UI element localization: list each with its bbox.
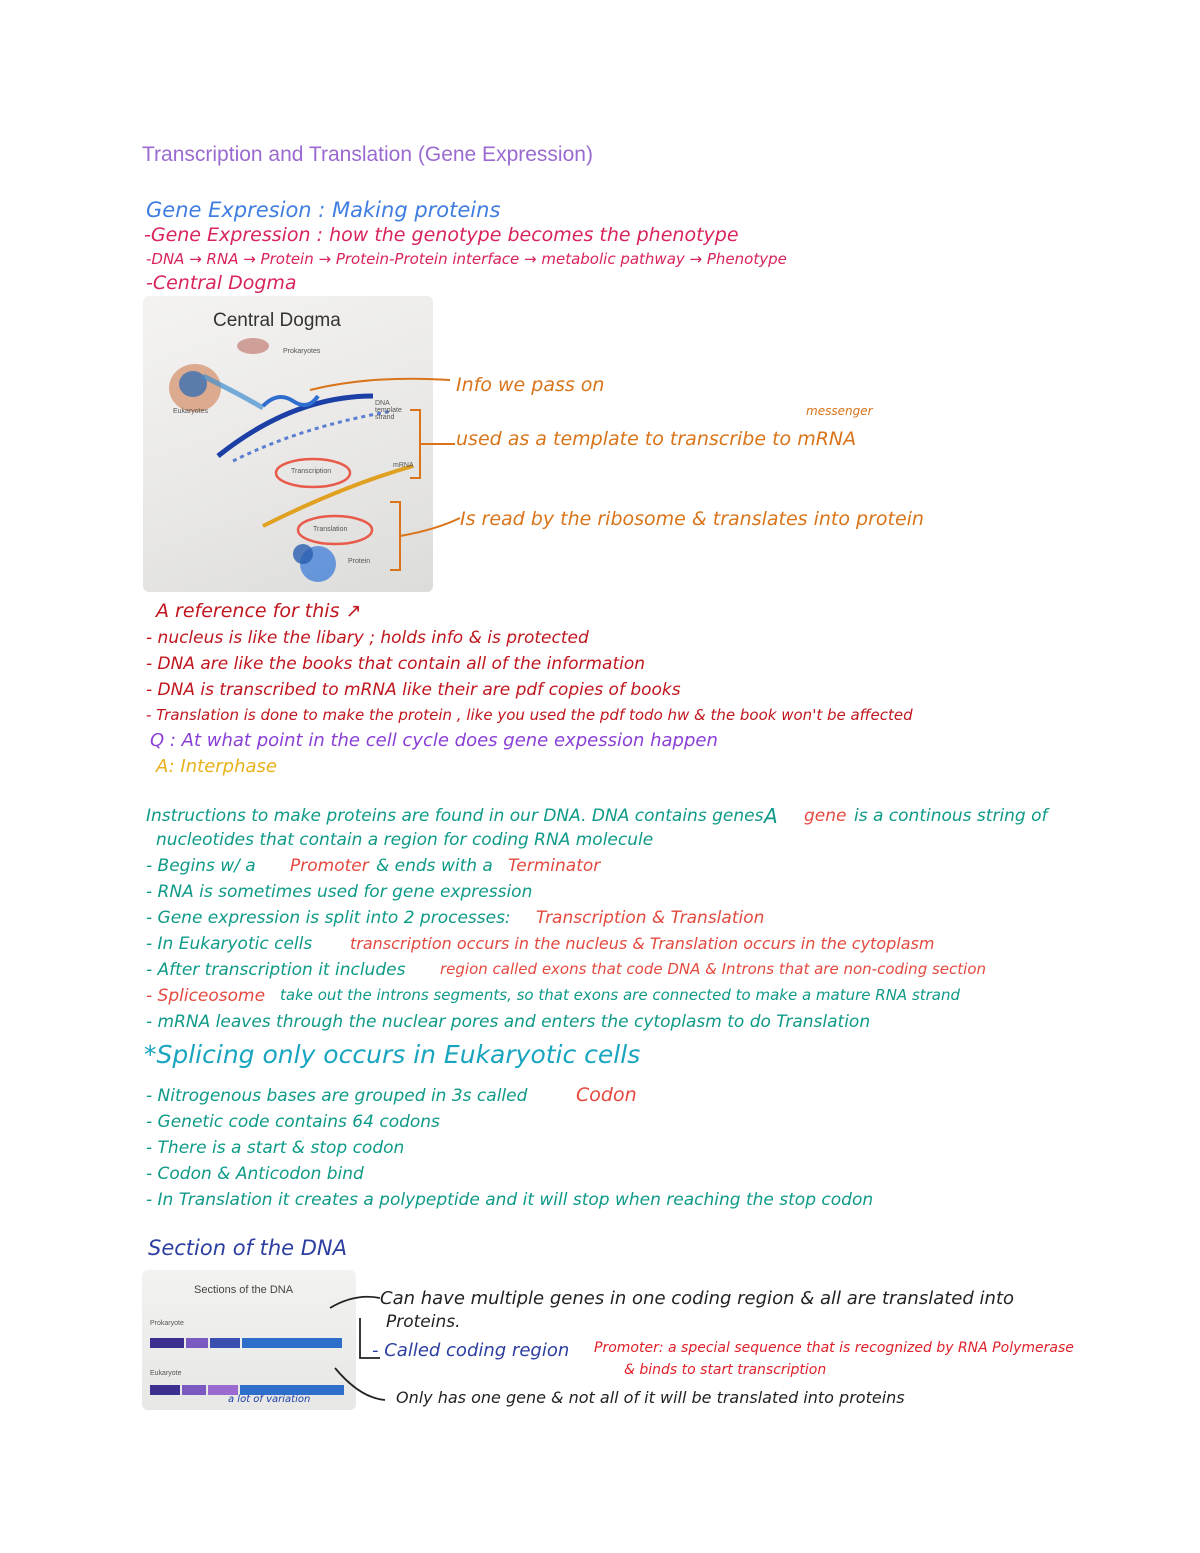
note-line: A [764,804,778,828]
dna-annotation: Proteins. [386,1312,461,1332]
note-line: - DNA are like the books that contain all of the information [146,654,646,674]
label-prokaryote: Prokaryote [150,1320,184,1327]
note-line: is a continous string of [854,806,1048,826]
note-line: A reference for this ↗ [156,600,362,622]
dogma-annotation-sup: messenger [806,404,873,418]
note-highlight: *Splicing only occurs in Eukaryotic cells [144,1040,641,1069]
dna-annotation: Can have multiple genes in one coding region & all are translated into [380,1288,1015,1309]
note-line: & ends with a [376,856,493,876]
dna-annotation: Only has one gene & not all of it will be translated into proteins [396,1388,905,1407]
note-line: - In Translation it creates a polypeptide and it will stop when reaching the stop codon [146,1190,874,1210]
note-term: region called exons that code DNA & Introns that are non-coding section [440,960,987,978]
dna-annotation: - Called coding region [372,1340,570,1361]
note-line: -Gene Expression : how the genotype becomes the phenotype [144,224,739,246]
note-line: -DNA → RNA → Protein → Protein-Protein interface → metabolic pathway → Phenotype [146,250,787,268]
note-line: - There is a start & stop codon [146,1138,405,1158]
note-line: - Genetic code contains 64 codons [146,1112,440,1132]
label-transcription: Transcription [291,468,332,475]
label-prokaryotes: Prokaryotes [283,348,321,355]
note-line: - nucleus is like the libary ; holds info & is protected [146,628,589,648]
note-term: gene [804,806,847,826]
page-title: Transcription and Translation (Gene Expression) [142,143,593,166]
note-line: nucleotides that contain a region for coding RNA molecule [156,830,654,850]
note-term: Promoter [290,856,369,876]
note-term: Terminator [508,856,601,876]
note-line: - mRNA leaves through the nuclear pores and enters the cytoplasm to do Translation [146,1012,871,1032]
note-term: Codon [576,1084,637,1106]
label-eukaryote: Eukaryote [150,1370,182,1377]
label-dna-template: DNA template strand [375,400,402,421]
note-line: Gene Expresion : Making proteins [146,198,501,222]
note-answer: A: Interphase [156,756,277,777]
note-line: - Nitrogenous bases are grouped in 3s called [146,1086,528,1106]
note-line: - RNA is sometimes used for gene expression [146,882,533,902]
dogma-title: Central Dogma [213,310,341,331]
section-heading: Section of the DNA [148,1236,347,1260]
label-translation: Translation [313,526,348,533]
dna-annotation-promoter: & binds to start transcription [624,1362,827,1378]
label-eukaryotes: Eukaryotes [173,408,209,415]
note-term: - Spliceosome [146,986,266,1006]
note-term: Transcription & Translation [536,908,765,928]
note-line: -Central Dogma [146,272,297,294]
label-mrna: mRNA [393,462,414,469]
dogma-annotation: Info we pass on [456,374,605,396]
dna-photo-title: Sections of the DNA [194,1284,294,1296]
dogma-annotation-lines [250,370,470,590]
note-question: Q : At what point in the cell cycle does gene expession happen [150,730,718,751]
note-line: Instructions to make proteins are found in our DNA. DNA contains genes. [146,806,769,826]
note-line: take out the introns segments, so that exons are connected to make a mature RNA strand [280,986,961,1004]
dogma-annotation: used as a template to transcribe to mRNA [456,428,857,450]
dogma-annotation: Is read by the ribosome & translates into protein [460,508,924,530]
note-line: - In Eukaryotic cells [146,934,313,954]
note-line: - DNA is transcribed to mRNA like their are pdf copies of books [146,680,681,700]
note-line: - Gene expression is split into 2 processes: [146,908,511,928]
note-line: - Begins w/ a [146,856,256,876]
note-term: transcription occurs in the nucleus & Translation occurs in the cytoplasm [350,934,935,953]
note-line: - Codon & Anticodon bind [146,1164,364,1184]
label-protein: Protein [348,558,371,565]
note-line: - After transcription it includes [146,960,406,980]
note-line: - Translation is done to make the protein , like you used the pdf todo hw & the book won't be affected [146,706,913,724]
dna-annotation-promoter: Promoter: a special sequence that is recognized by RNA Polymerase [594,1340,1074,1356]
dna-photo-caption: a lot of variation [228,1394,311,1405]
